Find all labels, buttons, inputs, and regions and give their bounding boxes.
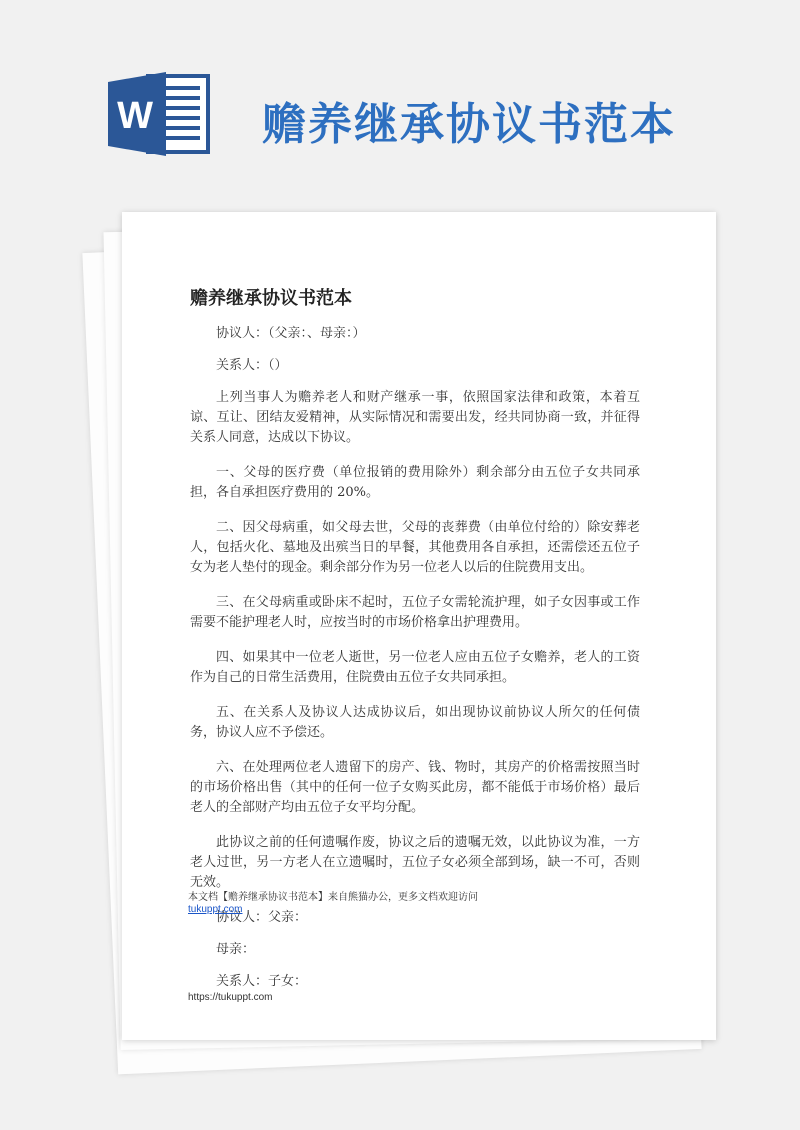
word-document-icon: [108, 72, 212, 156]
document-page: [122, 212, 716, 1040]
clause-6: 六、在处理两位老人遗留下的房产、钱、物时，其房产的价格需按照当时的市场价格出售（其中的任何一位子女购买此房，都不能低于市场价格）最后老人的全部财产均由五位子女平均分配。: [190, 760, 640, 815]
preamble-paragraph: 上列当事人为赡养老人和财产继承一事，依照国家法律和政策，本着互谅、互让、团结友爱精神，从实际情况和需要出发，经共同协商一致，并征得关系人同意，达成以下协议。: [190, 390, 640, 445]
clause-4: 四、如果其中一位老人逝世，另一位老人应由五位子女赡养，老人的工资作为自己的日常生活费用，住院费由五位子女共同承担。: [190, 650, 640, 685]
document-title: 赡养继承协议书范本: [190, 288, 352, 309]
clause-5: 五、在关系人及协议人达成协议后，如出现协议前协议人所欠的任何债务，协议人应不予偿还。: [190, 705, 640, 740]
page-footer-url: https://tukuppt.com: [188, 992, 273, 1003]
parties-line: 协议人：（父亲：、母亲：）: [216, 326, 366, 341]
clause-2: 二、因父母病重，如父母去世，父母的丧葬费（由单位付给的）除安葬老人，包括火化、墓地及出殡当日的早餐，其他费用各自承担，还需偿还五位子女为老人垫付的现金。剩余部分作为另一位老人以后的住院费用支出。: [190, 520, 640, 575]
will-clause: 此协议之前的任何遗嘱作废，协议之后的遗嘱无效，以此协议为准，一方老人过世，另一方老人在立遗嘱时，五位子女必须全部到场，缺一不可，否则无效。: [190, 835, 640, 890]
banner-title: 赡养继承协议书范本: [262, 99, 676, 150]
signature-mother: 母亲：: [216, 942, 256, 957]
word-icon-letter: W: [117, 95, 153, 137]
source-link[interactable]: tukuppt.com: [188, 904, 243, 915]
clause-3: 三、在父母病重或卧床不起时，五位子女需轮流护理，如子女因事或工作需要不能护理老人时，应按当时的市场价格拿出护理费用。: [190, 595, 640, 630]
clause-1: 一、父母的医疗费（单位报销的费用除外）剩余部分由五位子女共同承担，各自承担医疗费用的 20%。: [190, 465, 640, 500]
signature-father: 协议人：父亲：: [216, 910, 308, 925]
related-party-line: 关系人：（）: [216, 358, 288, 373]
signature-children: 关系人：子女：: [216, 974, 308, 989]
source-note: 本文档【赡养继承协议书范本】来自熊猫办公，更多文档欢迎访问: [188, 892, 478, 903]
